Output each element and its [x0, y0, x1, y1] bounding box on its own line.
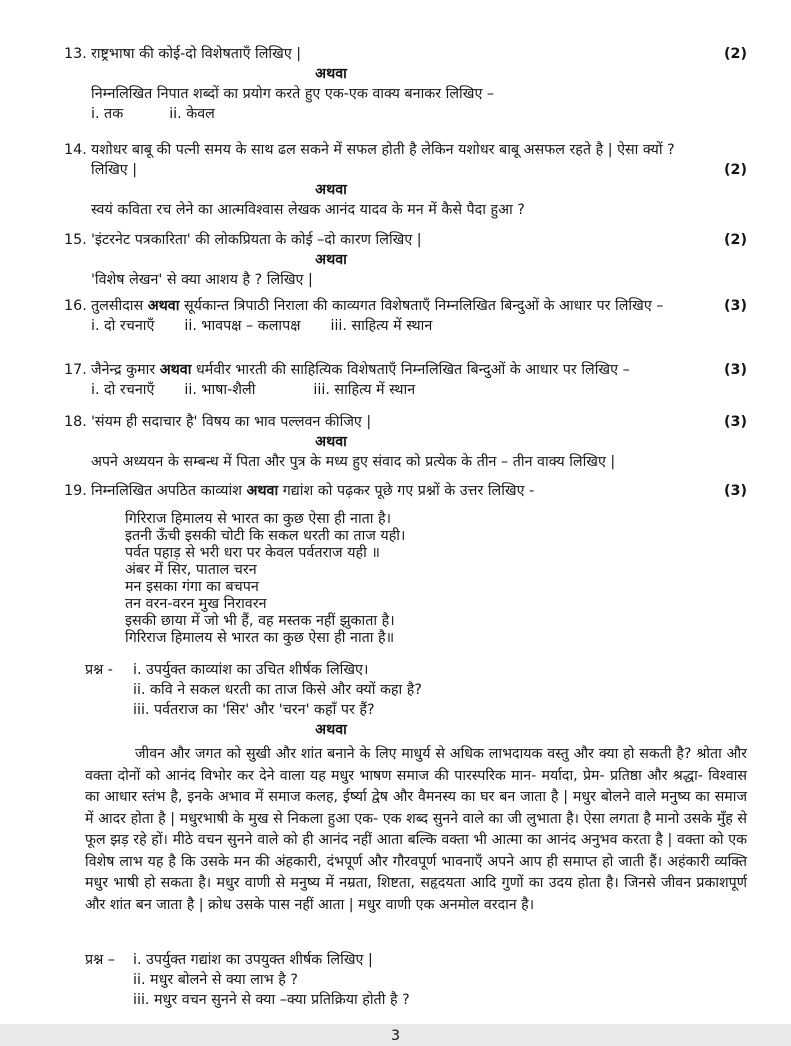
question-16 [64, 296, 747, 336]
question-19 [64, 481, 747, 1010]
question-17-point-ii: ii. भाषा-शैली [184, 382, 256, 398]
question-13-option-ii: ii. केवल [169, 106, 215, 122]
question-14-marks: (2) [723, 162, 747, 178]
or-separator: अथवा [315, 434, 347, 450]
poem-line: तन वरन-वरन मुख निरावरन [125, 596, 267, 612]
poem-line: पर्वत पहाड़ से भरी धरा पर केवल पर्वतराज यही ॥ [125, 545, 380, 561]
poem-question-iii: iii. पर्वतराज का 'सिर' और 'चरन' कहाँ पर हैं? [133, 702, 375, 718]
prose-question-i: i. उपर्युक्त गद्यांश का उपयुक्त शीर्षक लिखिए | [133, 952, 373, 968]
unseen-prose-passage: जीवन और जगत को सुखी और शांत बनाने के लिए माधुर्य से अधिक लाभदायक वस्तु और क्या हो सकती है? श्रोता और वक्ता दोनों को आनंद विभोर कर देने वाला यह मधुर भाषण समाज की पारस्परिक मान- मर्यादा, प्रेम- प्रतिष्ठा और श्रद्धा- विश्वास का आधार स्तंभ है, इनके अभाव में समाज कलह, ईर्ष्या द्वेष और वैमनस्य का घर बन जाता है | मधुर बोलने वाले मनुष्य का समाज में आदर होता है | मधुरभाषी के मुख से निकला हुआ एक- एक शब्द सुनने वाले का जी लुभाता है। ऐसा लगता है मानो उसके मुँह से फूल झड़ रहे हों। मीठे वचन सुनने वाले को ही आनंद नहीं आता बल्कि वक्ता भी आत्मा का आनंद अनुभव करता है | वक्ता को एक विशेष लाभ यह है कि उसके मन की अंहकारी, दंभपूर्ण और गौरवपूर्ण भावनाएँ अपने आप ही समाप्त हो जाती हैं। अहंकारी व्यक्ति मधुर भाषी हो सकता है। मधुर वाणी से मनुष्य में नम्रता, शिष्टता, सहृदयता आदि गुणों का उदय होता है। जिनसे जीवन प्रकाशपूर्ण और शांत बन जाता है | क्रोध उसके पास नहीं आता | मधुर वाणी एक अनमोल वरदान है। [85, 746, 747, 913]
unseen-poem-passage [125, 511, 747, 647]
poem-line: इसकी छाया में जो भी हैं, वह मस्तक नहीं झुकाता है। [125, 613, 395, 629]
prose-questions-label: प्रश्न – [85, 952, 115, 968]
or-inline: अथवा [246, 483, 279, 499]
prose-question-ii: ii. मधुर बोलने से क्या लाभ है ? [133, 972, 298, 988]
page-number: 3 [390, 1028, 401, 1044]
question-17-text: जैनेन्द्र कुमार अथवा धर्मवीर भारती की साहित्यिक विशेषताएँ निम्नलिखित बिन्दुओं के आधार पर लिखिए – [91, 362, 630, 378]
question-13-marks: (2) [723, 46, 747, 62]
question-18-marks: (3) [723, 414, 747, 430]
question-19-marks: (3) [723, 483, 747, 499]
poem-questions-label: प्रश्न - [85, 662, 113, 678]
question-19-number: 19. [64, 483, 87, 499]
or-inline: अथवा [147, 298, 180, 314]
poem-line: गिरिराज हिमालय से भारत का कुछ ऐसा ही नाता है। [125, 511, 392, 527]
or-separator: अथवा [315, 252, 347, 268]
question-16-number: 16. [64, 298, 87, 314]
question-15 [64, 230, 747, 290]
prose-questions-block [64, 950, 747, 1010]
or-separator: अथवा [315, 722, 347, 738]
question-16-marks: (3) [723, 298, 747, 314]
poem-line: मन इसका गंगा का बचपन [125, 579, 259, 595]
question-13-option-i: i. तक [91, 106, 124, 122]
question-17 [64, 360, 747, 400]
question-17-point-iii: iii. साहित्य में स्थान [313, 382, 416, 398]
question-15-marks: (2) [723, 232, 747, 248]
or-separator: अथवा [315, 66, 347, 82]
question-14-alt-text: स्वयं कविता रच लेने का आत्मविश्वास लेखक आनंद यादव के मन में कैसे पैदा हुआ ? [91, 202, 525, 218]
poem-question-i: i. उपर्युक्त काव्यांश का उचित शीर्षक लिखिए। [133, 662, 369, 678]
poem-questions-block [64, 660, 747, 720]
question-17-marks: (3) [723, 362, 747, 378]
question-18-number: 18. [64, 414, 87, 430]
question-18 [64, 412, 747, 472]
poem-line: इतनी ऊँची इसकी चोटी कि सकल धरती का ताज यही। [125, 528, 406, 544]
question-13-alt-text: निम्नलिखित निपात शब्दों का प्रयोग करते हुए एक-एक वाक्य बनाकर लिखिए – [91, 86, 495, 102]
poem-line: गिरिराज हिमालय से भारत का कुछ ऐसा ही नाता है॥ [125, 630, 395, 646]
or-separator: अथवा [315, 182, 347, 198]
question-19-text: निम्नलिखित अपठित काव्यांश अथवा गद्यांश को पढ़कर पूछे गए प्रश्नों के उत्तर लिखिए - [91, 483, 535, 499]
question-13 [64, 44, 747, 124]
question-13-number: 13. [64, 46, 87, 62]
question-16-text: तुलसीदास अथवा सूर्यकान्त त्रिपाठी निराला की काव्यगत विशेषताएँ निम्नलिखित बिन्दुओं के आधार पर लिखिए – [91, 298, 664, 314]
question-15-alt-text: 'विशेष लेखन' से क्या आशय है ? लिखिए | [91, 272, 313, 288]
question-14-text-line1: यशोधर बाबू की पत्नी समय के साथ ढल सकने में सफल होती है लेकिन यशोधर बाबू असफल रहते है | ऐसा क्यों ? [91, 142, 675, 158]
or-inline: अथवा [159, 362, 192, 378]
question-17-number: 17. [64, 362, 87, 378]
question-13-text: राष्ट्रभाषा की कोई-दो विशेषताएँ लिखिए | [91, 46, 302, 62]
poem-line: अंबर में सिर, पाताल चरन [125, 562, 257, 578]
question-18-text: 'संयम ही सदाचार है' विषय का भाव पल्लवन कीजिए | [91, 414, 372, 430]
question-16-point-i: i. दो रचनाएँ [91, 318, 155, 334]
poem-question-ii: ii. कवि ने सकल धरती का ताज किसे और क्यों कहा है? [133, 682, 422, 698]
question-16-point-iii: iii. साहित्य में स्थान [330, 318, 433, 334]
question-15-text: 'इंटरनेट पत्रकारिता' की लोकप्रियता के कोई –दो कारण लिखिए | [91, 232, 422, 248]
question-14-text-line2: लिखिए | [91, 162, 138, 178]
question-16-point-ii: ii. भावपक्ष – कलापक्ष [184, 318, 301, 334]
question-18-alt-text: अपने अध्ययन के सम्बन्ध में पिता और पुत्र के मध्य हुए संवाद को प्रत्येक के तीन – तीन वाक्य लिखिए | [91, 454, 616, 470]
question-14-number: 14. [64, 142, 87, 158]
prose-question-iii: iii. मधुर वचन सुनने से क्या –क्या प्रतिक्रिया होती है ? [133, 992, 410, 1008]
question-15-number: 15. [64, 232, 87, 248]
question-14 [64, 140, 747, 220]
question-17-point-i: i. दो रचनाएँ [91, 382, 155, 398]
